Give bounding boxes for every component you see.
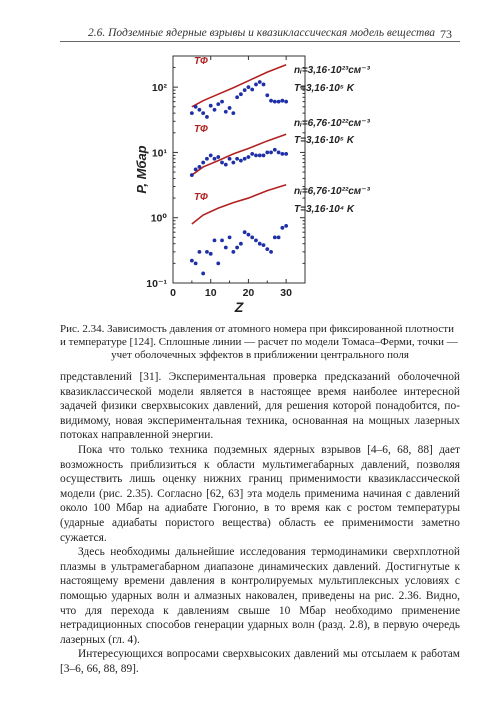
running-header [60,24,460,42]
data-point [265,247,269,251]
x-axis-label: Z [234,299,244,315]
data-point [194,105,198,109]
data-point [243,157,247,161]
data-point [243,230,247,234]
data-point [224,110,228,114]
caption-line: и температуре [124]. Сплошные линии — расчет по модели Томаса–Ферми, точки — [60,336,458,348]
tf-curve-label: ТФ [194,124,208,135]
data-point [213,238,217,242]
data-point [269,151,273,155]
data-point [190,259,194,263]
data-point [213,157,217,161]
thomas-fermi-line [192,134,286,175]
data-point [216,155,220,159]
data-point [209,104,213,108]
data-point [201,272,205,276]
data-point [228,106,232,110]
caption-line: учет оболочечных эффектов в приближении центрального поля [111,349,409,361]
data-point [194,167,198,171]
data-point [224,246,228,250]
page-number: 73 [440,27,452,41]
paragraph: представлений [31]. Экспериментальная проверка предсказаний оболочечной квазиклассической модели является в настоящее время наиболее интересной задачей физики сверхвысоких давлений, для решения которой понадобится, по-видимому, новая экспериментальная техника, основанная на мощных лазерных потоках направленной энергии. [60,371,460,442]
y-tick-label: 10⁻¹ [146,278,167,290]
data-point [265,93,269,97]
data-point [239,242,243,246]
data-point [277,100,281,104]
data-point [265,151,269,155]
paragraph: Интересующихся вопросами сверхвысоких давлений мы отсылаем к работам [3–6, 66, 88, 89]. [60,648,460,675]
data-point [247,85,251,89]
y-tick-label: 10² [151,82,167,95]
data-point [258,80,262,84]
body-text [60,370,460,676]
data-point [280,226,284,230]
data-point [239,92,243,96]
density-label: nᵢ=6,76·10²²см⁻³ [294,186,370,197]
data-point [231,250,235,254]
data-point [247,155,251,159]
temperature-label: T=3,16·10⁵ K [294,83,354,94]
data-point [231,111,235,115]
data-point [213,108,217,112]
y-tick-label: 10⁰ [150,212,167,225]
data-point [239,159,243,163]
data-point [262,83,266,87]
pressure-vs-z-chart [0,46,500,321]
data-point [220,100,224,104]
data-point [209,252,213,256]
data-point [284,152,288,156]
x-tick-label: 0 [170,287,176,299]
tf-curve-label: ТФ [194,56,208,67]
temperature-label: T=3,16·10⁴ K [294,204,355,215]
data-point [216,261,220,265]
data-point [216,102,220,106]
data-point [190,173,194,177]
data-point [250,88,254,92]
y-axis-label: P, Мбар [134,145,149,194]
data-point [254,154,258,158]
chart-plot-area [190,65,288,276]
paragraph: Пока что только техника подземных ядерных взрывов [4–6, 68, 88] дает возможность приблизиться к области мультимегабарных давлений, позволяя осуществить лишь оценку нижних границ применимости квазиклассической модели (рис. 2.35). Согласно [62, 63] эта модель применима начиная с давлений около 100 Мбар на адиабате Гюгонио, в то время как с ростом температуры (ударные адиабаты пористого вещества) область ее применимости заметно сужается. [60,443,460,544]
data-point [262,243,266,247]
data-point [209,154,213,158]
figure-caption [60,323,460,362]
header-rule [60,41,460,42]
data-point [273,235,277,239]
data-point [269,99,273,103]
data-point [277,151,281,155]
running-header-title: 2.6. Подземные ядерные взрывы и квазиклассическая модель вещества [88,27,436,39]
density-label: nᵢ=3,16·10²³см⁻³ [294,65,370,76]
chart-axes [146,56,305,299]
data-point [228,235,232,239]
x-tick-label: 10 [204,287,217,299]
caption-line: Рис. 2.34. Зависимость давления от атомного номера при фиксированной плотности [60,323,454,335]
data-point [198,250,202,254]
data-point [235,95,239,99]
data-point [220,238,224,242]
temperature-label: T=3,16·10⁵ K [294,135,354,146]
data-point [258,154,262,158]
data-point [254,83,258,87]
x-tick-label: 30 [280,287,292,299]
plot-frame [173,56,305,283]
tf-curve-label: ТФ [194,192,208,203]
data-point [269,250,273,254]
data-point [201,161,205,165]
data-point [258,242,262,246]
data-point [198,165,202,169]
x-tick-label: 20 [242,287,255,299]
data-point [228,157,232,161]
paragraph: Здесь необходимы дальнейшие исследования термодинамики сверхплотной плазмы в ультрамегабарном диапазоне динамических давлений. Достигнутые к настоящему времени давления в контролируемых мультиплексных условиях с помощью ударных волн и алмазных наковален, приведены на рис. 2.36. Видно, что для перехода к давлениям свыше 10 Мбар необходимо применение нетрадиционных способов генерации ударных волн (разд. 2.8), в первую очередь лазерных (гл. 4). [60,546,460,646]
data-point [231,161,235,165]
data-point [250,235,254,239]
data-point [280,152,284,156]
data-point [247,233,251,237]
data-point [194,261,198,265]
data-point [284,100,288,104]
data-point [262,154,266,158]
data-point [198,108,202,112]
data-point [273,100,277,104]
data-point [224,163,228,167]
data-point [205,157,209,161]
y-tick-label: 10¹ [151,147,167,160]
data-point [190,111,194,115]
data-point [243,88,247,92]
data-point [273,148,277,152]
data-point [277,235,281,239]
data-point [220,161,224,165]
data-point [254,238,258,242]
density-label: nᵢ=6,76·10²²см⁻³ [294,118,370,129]
data-point [201,111,205,115]
data-point [235,157,239,161]
data-point [250,152,254,156]
data-point [235,246,239,250]
data-point [280,99,284,103]
data-point [284,224,288,228]
data-point [205,115,209,119]
thomas-fermi-line [192,185,286,224]
chart-labels [134,56,370,315]
data-point [205,250,209,254]
